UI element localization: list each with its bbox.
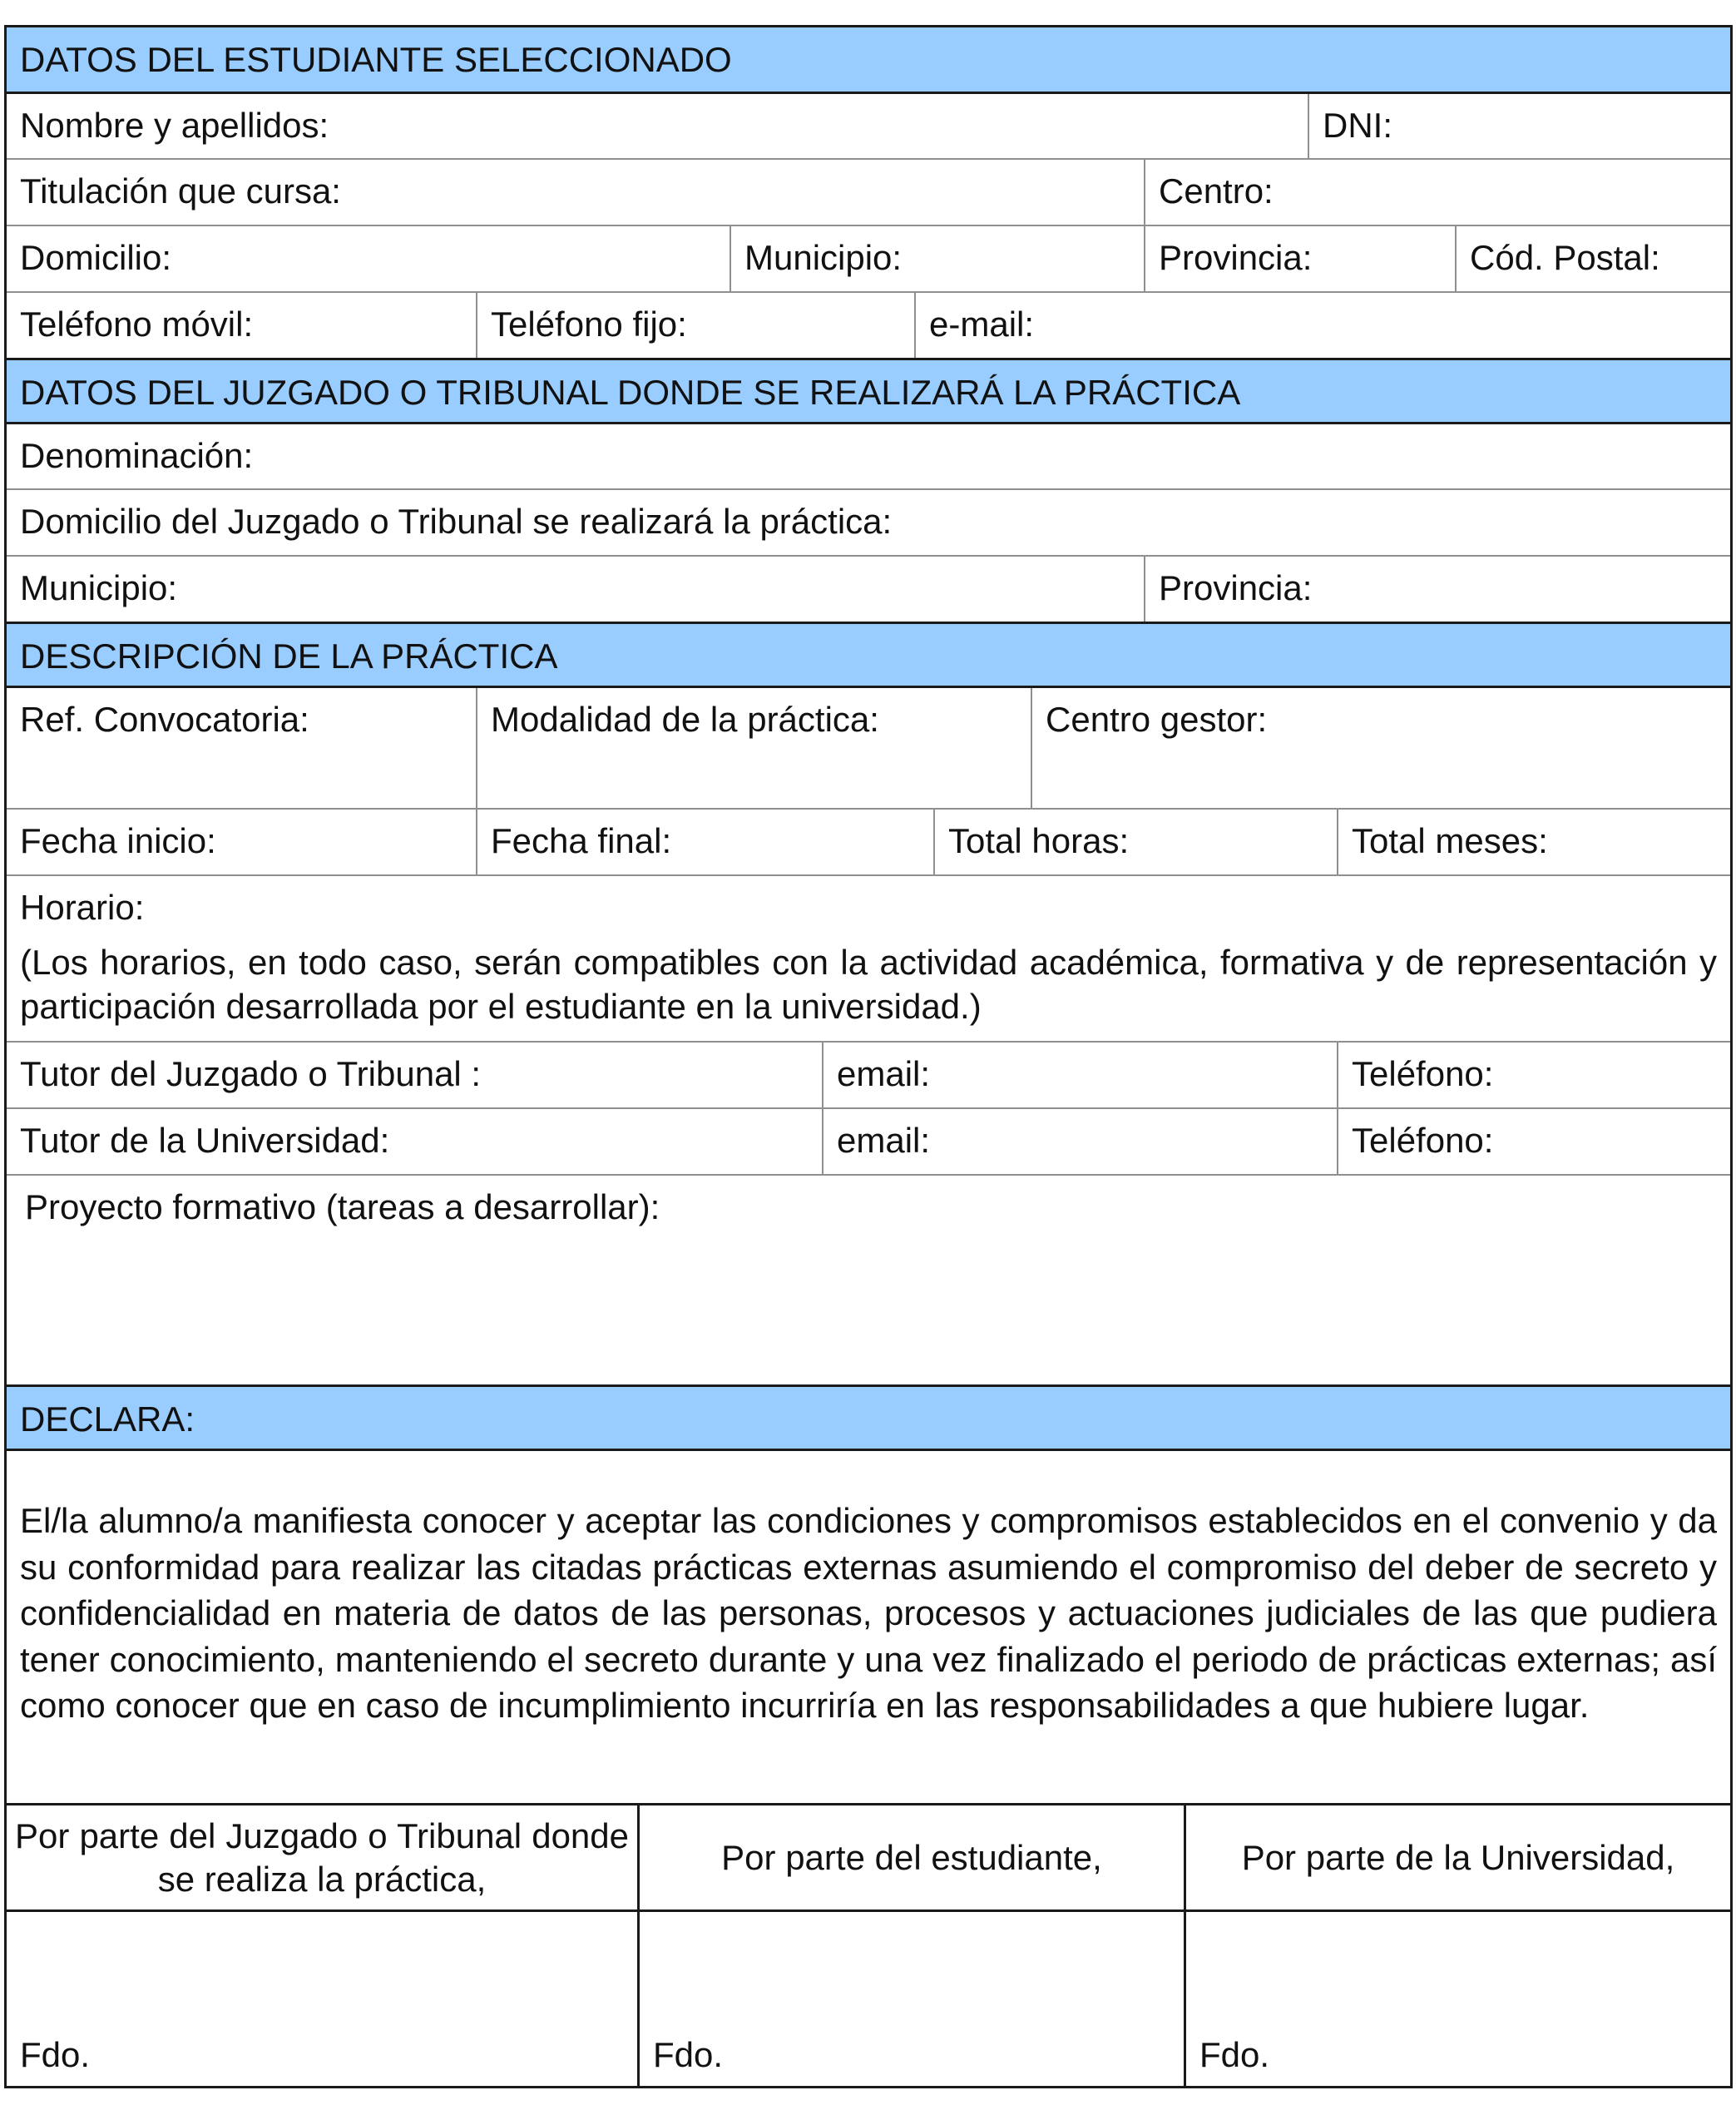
practice-managing-center-field[interactable]: Centro gestor: xyxy=(1031,688,1730,808)
student-contact-row xyxy=(7,291,1730,358)
practice-total-hours-field[interactable]: Total horas: xyxy=(933,810,1337,874)
court-province-field[interactable]: Provincia: xyxy=(1144,557,1730,622)
student-signature-area[interactable] xyxy=(637,1912,1184,2086)
practice-schedule-note: (Los horarios, en todo caso, serán compatibles con la actividad académica, formativa y de representación y participación desarrollada por el estudiante en la universidad.) xyxy=(20,943,1717,1026)
university-tutor-phone-field[interactable]: Teléfono: xyxy=(1337,1109,1730,1174)
court-name-field[interactable]: Denominación: xyxy=(20,436,254,475)
university-signature-heading: Por parte de la Universidad, xyxy=(1184,1805,1730,1909)
court-signature-heading: Por parte del Juzgado o Tribunal donde se realiza la práctica, xyxy=(15,1815,629,1899)
practice-schedule-row xyxy=(7,874,1730,1041)
practice-end-date-field[interactable]: Fecha final: xyxy=(476,810,933,874)
student-mobile-field[interactable]: Teléfono móvil: xyxy=(20,305,254,344)
court-municipality-field[interactable]: Municipio: xyxy=(20,568,178,607)
practice-schedule-field[interactable] xyxy=(7,876,1730,1041)
court-address-row xyxy=(7,488,1730,555)
student-signature-heading: Por parte del estudiante, xyxy=(637,1805,1184,1909)
university-tutor-email-field[interactable]: email: xyxy=(822,1109,1337,1174)
student-municipality-field[interactable]: Municipio: xyxy=(730,226,1144,291)
practice-schedule-label: Horario: xyxy=(20,888,145,927)
court-tutor-row xyxy=(7,1041,1730,1107)
practice-reference-field[interactable]: Ref. Convocatoria: xyxy=(20,700,309,739)
student-name-row xyxy=(7,92,1730,158)
court-tutor-email-field[interactable]: email: xyxy=(822,1043,1337,1107)
signature-headings-row xyxy=(7,1803,1730,1909)
court-section-header xyxy=(7,358,1730,422)
student-phone-field[interactable]: Teléfono fijo: xyxy=(476,293,914,358)
student-province-field[interactable]: Provincia: xyxy=(1144,226,1455,291)
student-section-title: DATOS DEL ESTUDIANTE SELECCIONADO xyxy=(20,40,732,79)
university-tutor-row xyxy=(7,1107,1730,1174)
court-tutor-phone-field[interactable]: Teléfono: xyxy=(1337,1043,1730,1107)
court-signature-area[interactable] xyxy=(7,1912,637,2086)
court-name-row xyxy=(7,422,1730,488)
declaration-text-row xyxy=(7,1449,1730,1803)
university-signature-area[interactable] xyxy=(1184,1912,1730,2086)
student-address-field[interactable]: Domicilio: xyxy=(20,238,172,277)
court-signature-label: Fdo. xyxy=(20,2035,91,2074)
practice-total-months-field[interactable]: Total meses: xyxy=(1337,810,1730,874)
practice-section-title: DESCRIPCIÓN DE LA PRÁCTICA xyxy=(20,636,558,676)
practice-section-header xyxy=(7,622,1730,686)
court-section-title: DATOS DEL JUZGADO O TRIBUNAL DONDE SE REALIZARÁ LA PRÁCTICA xyxy=(20,373,1241,412)
training-project-row xyxy=(7,1174,1730,1384)
practice-start-date-field[interactable]: Fecha inicio: xyxy=(20,821,216,860)
student-degree-row xyxy=(7,158,1730,225)
practice-modality-field[interactable]: Modalidad de la práctica: xyxy=(476,688,1031,808)
court-tutor-field[interactable]: Tutor del Juzgado o Tribunal : xyxy=(20,1054,482,1093)
court-location-row xyxy=(7,555,1730,622)
student-email-field[interactable]: e-mail: xyxy=(914,293,1730,358)
declaration-section-header xyxy=(7,1384,1730,1449)
practice-reference-row xyxy=(7,686,1730,808)
training-project-field[interactable]: Proyecto formativo (tareas a desarrollar): xyxy=(25,1187,660,1226)
student-section-header xyxy=(7,27,1730,92)
student-dni-field[interactable]: DNI: xyxy=(1308,94,1730,158)
declaration-section-title: DECLARA: xyxy=(20,1399,195,1439)
university-tutor-field[interactable]: Tutor de la Universidad: xyxy=(20,1121,390,1160)
student-degree-field[interactable]: Titulación que cursa: xyxy=(20,171,341,211)
declaration-text: El/la alumno/a manifiesta conocer y aceptar las condiciones y compromisos establecidos en el convenio y da su conformidad para realizar las citadas prácticas externas asumiendo el compromiso del deber de secreto y confidencialidad en materia de datos de las personas, procesos y actuaciones judiciales de las que pudiera tener conocimiento, manteniendo el secreto durante y una vez finalizado el periodo de prácticas externas; así como conocer que en caso de incumplimiento incurriría en las responsabilidades a que hubiere lugar. xyxy=(20,1501,1717,1725)
student-center-field[interactable]: Centro: xyxy=(1144,160,1730,225)
university-signature-label: Fdo. xyxy=(1199,2035,1270,2074)
practice-dates-row xyxy=(7,808,1730,874)
practice-agreement-form xyxy=(4,25,1733,2088)
signature-areas-row xyxy=(7,1909,1730,2086)
court-address-field[interactable]: Domicilio del Juzgado o Tribunal se realizará la práctica: xyxy=(20,502,893,541)
student-signature-label: Fdo. xyxy=(653,2035,724,2074)
student-address-row xyxy=(7,225,1730,291)
student-name-field[interactable]: Nombre y apellidos: xyxy=(20,106,329,145)
student-postal-code-field[interactable]: Cód. Postal: xyxy=(1455,226,1730,291)
